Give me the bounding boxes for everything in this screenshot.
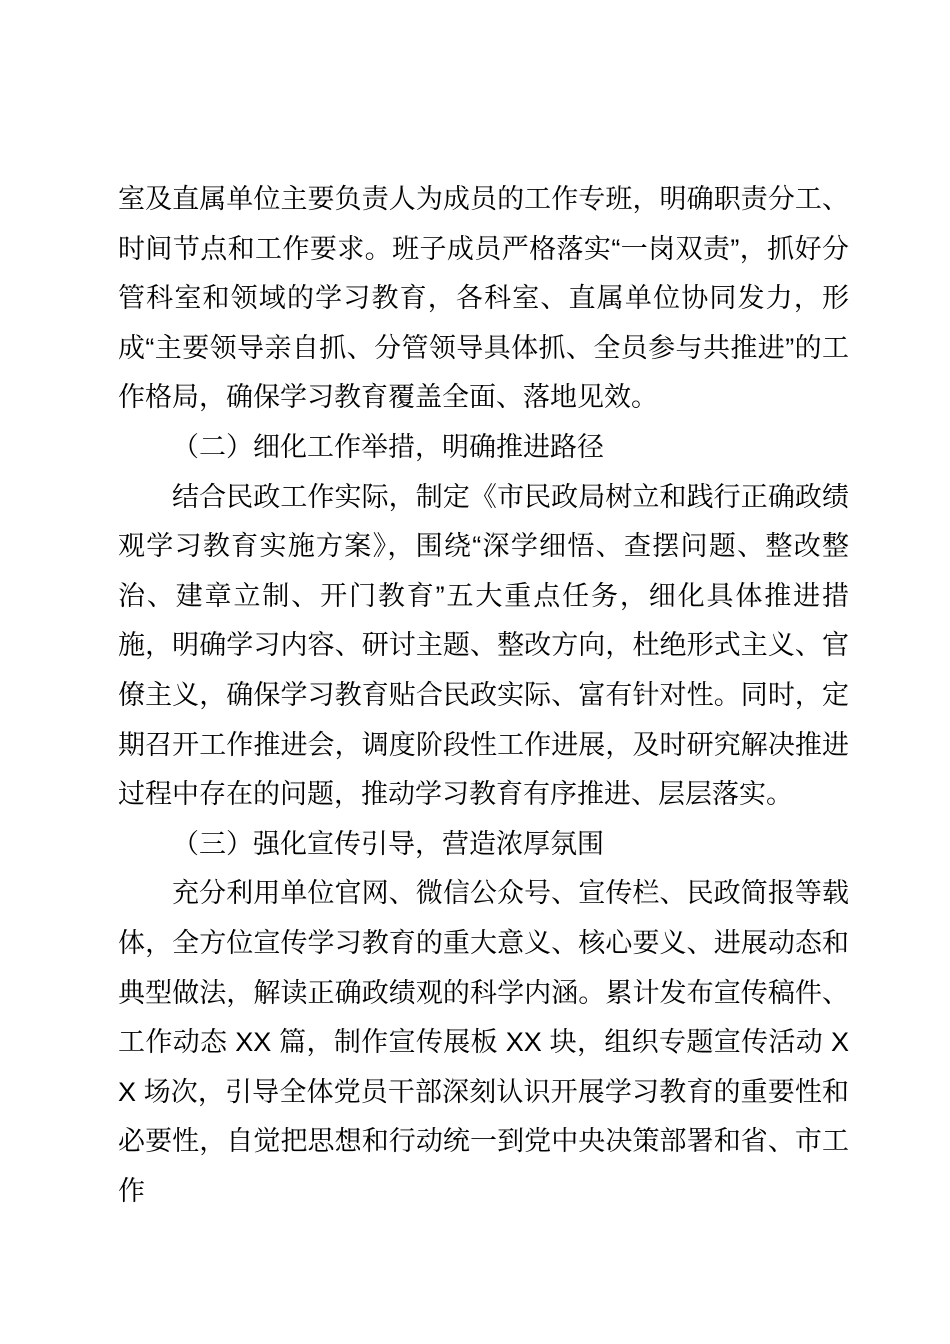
paragraph-body-continuation: 室及直属单位主要负责人为成员的工作专班，明确职责分工、时间节点和工作要求。班子成员严格落实“一岗双责”，抓好分管科室和领域的学习教育，各科室、直属单位协同发力，形成“主要领导亲自抓、分管领导具体抓、全员参与共推进”的工作格局，确保学习教育覆盖全面、落地见效。 xyxy=(118,184,849,413)
document-text-block xyxy=(118,175,849,1216)
paragraph-body: 结合民政工作实际，制定《市民政局树立和践行正确政绩观学习教育实施方案》，围绕“深学细悟、查摆问题、整改整治、建章立制、开门教育”五大重点任务，细化具体推进措施，明确学习内容、研讨主题、整改方向，杜绝形式主义、官僚主义，确保学习教育贴合民政实际、富有针对性。同时，定期召开工作推进会，调度阶段性工作进展，及时研究解决推进过程中存在的问题，推动学习教育有序推进、层层落实。 xyxy=(118,481,849,810)
paragraph-section-heading: （三）强化宣传引导，营造浓厚氛围 xyxy=(172,828,604,859)
paragraph-section-heading: （二）细化工作举措，明确推进路径 xyxy=(172,431,604,462)
paragraph-body: 充分利用单位官网、微信公众号、宣传栏、民政简报等载体，全方位宣传学习教育的重大意义、核心要义、进展动态和典型做法，解读正确政绩观的科学内涵。累计发布宣传稿件、工作动态 XX 篇，制作宣传展板 XX 块，组织专题宣传活动 XX 场次，引导全体党员干部深刻认识开展学习教育的重要性和必要性，自觉把思想和行动统一到党中央决策部署和省、市工作 xyxy=(118,878,849,1206)
